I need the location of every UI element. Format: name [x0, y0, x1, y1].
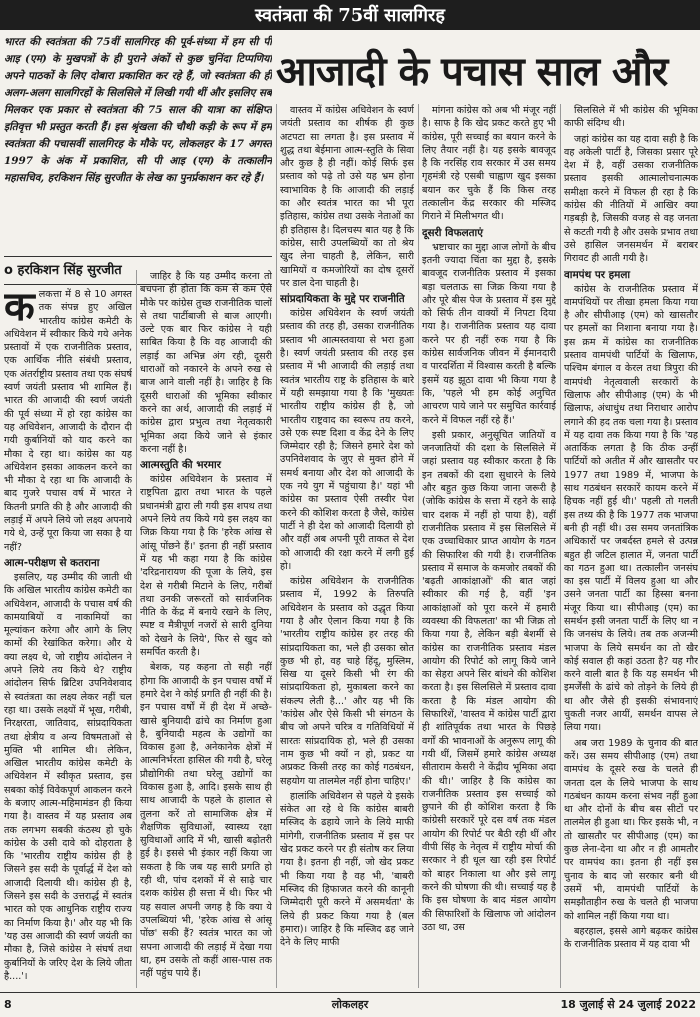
paragraph: इसी प्रकार, अनुसूचित जातियों व जनजातियों की दशा के सिलसिले में जहां प्रस्ताव यह स्वीकार करता है कि इन तबकों की दशा सुधारने के लिये और बहुत कुछ किया जाना जरूरी है (जोकि कांग्रेस के सत्ता में रहने के साढ़े चार दशक में नहीं हो पाया है), वहीं राजनीतिक प्रस्ताव में इस सिलसिले में एक उच्चाधिकार प्राप्त आयोग के गठन की सिफारिश की गयी है। राजनीतिक प्रस्ताव में समाज के कमजोर तबकों की 'बढ़ती आकांक्षाओं' की बात जहां स्वीकार की गई है, वहीं 'इन आकांक्षाओं को पूरा करने में हमारी व्यवस्था की विफलता' का भी जिक्र तो किया गया है, लेकिन बड़ी बेशर्मी से कांग्रेस का राजनीतिक प्रस्ताव मंडल आयोग की रिपोर्ट को लागू किये जाने का सेहरा अपने सिर बांधने की कोशिश करता है। इस सिलसिले में प्रस्ताव दावा करता है कि मंडल आयोग की सिफारिशें, 'वास्तव में कांग्रेस पार्टी द्वारा ही शांतिपूर्वक तथा भारत के पिछड़े वर्गों की भावनाओं के अनुरूप लागू की गयी थीं, जिसमें हमारे कांग्रेस अध्यक्ष सीताराम केसरी ने केंद्रीय भूमिका अदा की थी।' जाहिर है कि कांग्रेस का राजनीतिक प्रस्ताव इस सच्चाई को छुपाने की ही कोशिश करता है कि कांग्रेसी सरकारें पूरे दस वर्ष तक मंडल आयोग की रिपोर्ट पर बैठी रही थीं और वीपी सिंह के नेतृत्व में राष्ट्रीय मोर्चा की सरकार ने ही धूल खा रही इस रिपोर्ट को बाहर निकाला था और इसे लागू करने की घोषणा की थी। सच्चाई यह है कि इस घोषणा के बाद मंडल आयोग की सिफारिशों के खिलाफ जो आंदोलन उठा था, उस	[422, 429, 556, 933]
paragraph: हालांकि अधिवेशन से पहले ये इसके संकेत आ रहे थे कि कांग्रेस बाबरी मस्जिद के ढहाये जाने के लिये माफी मांगेगी, राजनीतिक प्रस्ताव में इस पर खेद प्रकट करने पर ही संतोष कर लिया गया है। इतना ही नहीं, जो खेद प्रकट भी किया गया है वह भी, 'बाबरी मस्जिद की हिफाजत करने की कानूनी जिम्मेदारी पूरी करने में असमर्थता' के लिये ही प्रकट किया गया है (बल हमारा)। जाहिर है कि मस्जिद ढह जाने देने के लिए माफी	[280, 790, 414, 949]
paragraph: वास्तव में कांग्रेस अधिवेशन के स्वर्ण जयंती प्रस्ताव का शीर्षक ही कुछ अटपटा सा लगता है। इस प्रस्ताव में शुद्ध तथा बेईमाना आत्म-स्तुति के सिवा और कुछ है ही नहीं। कोई सिर्फ इस प्रस्ताव को पढ़े तो उसे यह भ्रम होना स्वाभाविक है कि आजादी की लड़ाई का और स्वतंत्र भारत का भी पूरा इतिहास, कांग्रेस तथा उसके नेताओं का ही इतिहास है। दिलचस्प बात यह है कि कांग्रेस, सारी उपलब्धियों का तो श्रेय खुद लेना चाहती है, लेकिन, सारी खामियों व कमजोरियों का दोष दूसरों पर डाल देना चाहती है।	[280, 105, 414, 289]
paragraph: कांग्रेस के राजनीतिक प्रस्ताव में वामपंथियों पर तीखा हमला किया गया है और सीपीआइ (एम) को खासतौर पर हमलों का निशाना बनाया गया है। इस क्रम में कांग्रेस का राजनीतिक प्रस्ताव वामपंथी पार्टियों के खिलाफ, पश्चिम बंगाल व केरल तथा त्रिपुरा की वामपंथी नेतृत्ववाली सरकारों के खिलाफ और सीपीआइ (एम) के भी खिलाफ, अंधाधुंध तथा निराधार आरोप लगाने की हद तक चला गया है। प्रस्ताव में यह दावा तक किया गया है कि 'यह अतार्किक लगता है कि ठीक उन्हीं पार्टियों को अतीत में और खासतौर पर 1977 तथा 1989 में, भाजपा के साथ गठबंधन सरकारें कायम करने में हिचक नहीं हुई थी।' पहली तो गलती इस तथ्य की है कि 1977 तक भाजपा बनी ही नहीं थी। उस समय जनतांत्रिक अधिकारों पर जबर्दस्त हमले से उत्पन्न बहुत ही जटिल हालात में, जनता पार्टी का गठन हुआ था। तत्कालीन जनसंघ का इस पार्टी में विलय हुआ था और उसने जनता पार्टी का हिस्सा बनना मंजूर किया था। सीपीआइ (एम) का समर्थन इसी जनता पार्टी के लिए था न कि जनसंघ के लिये। तब तक अजन्मी भाजपा के लिये समर्थन का तो खैर कोई सवाल ही कहां उठता है? यह गौर करने वाली बात है कि यह समर्थन भी इमर्जेंसी के ढांचे को तोड़ने के लिये ही था और जैसे ही इसकी संभावनाएं चुकती नजर आयीं, समर्थन वापस ले लिया गया।	[564, 283, 698, 734]
footer-divider	[0, 992, 700, 993]
paragraph: कांग्रेस अधिवेशन के स्वर्ण जयंती प्रस्ताव की तरह ही, उसका राजनीतिक प्रस्ताव भी आत्मस्तवाया से भरा हुआ है। स्वर्ण जयंती प्रस्ताव की तरह इस प्रस्ताव में भी आजादी की लड़ाई तथा स्वतंत्र भारतीय राष्ट्र के इतिहास के बारे में यही समझाया गया है कि 'मुख्यतः भारतीय राष्ट्रीय कांग्रेस ही है, जो भारतीय राष्ट्रवाद का स्वरूप तय करने, उसे एक स्पष्ट दिशा व केंद्र देने के लिए जिम्मेदार रही है; जिसने हमारे देश को उपनिवेशवाद के जुए से मुक्त होने में समर्थ बनाया और देश को आजादी के एक नये युग में पहुंचाया है।' यहां भी कांग्रेस का प्रस्ताव ऐसी तस्वीर पेश करने की कोशिश करता है जैसे, कांग्रेस पार्टी ने ही देश को आजादी दिलायी हो और वहीं अब अपनी पूरी ताकत से देश को आजादी की रक्षा करने में लगी हुई हो।	[280, 308, 414, 572]
subheading: वामपंथ पर हमला	[564, 268, 631, 281]
headline: आजादी के पचास साल और	[276, 49, 668, 95]
issue-date: 18 जुलाई से 24 जुलाई 2022	[560, 998, 696, 1011]
publication-name: लोकलहर	[331, 998, 369, 1011]
drop-cap: क	[4, 288, 35, 330]
divider	[4, 256, 272, 257]
article-column-1	[4, 288, 132, 988]
column-divider	[136, 270, 137, 988]
article-column-3	[280, 104, 414, 988]
paragraph: अब जरा 1989 के चुनाव की बात करें। उस समय सीपीआइ (एम) तथा वामपंथ के दूसरे रुख के चलते ही जनता दल के लिये भाजपा के साथ गठबंधन कायम करना संभव नहीं हुआ था और दोनों के बीच बस सीटों पर तालमेल ही हुआ था। फिर इसके भी, न तो खासतौर पर सीपीआइ (एम) का कुछ लेना-देना था और न ही आमतौर पर वामपंथ का। इतना ही नहीं इस चुनाव के बाद जो सरकार बनी थी उसमें भी, वामपंथी पार्टियों के समझौताहीन रुख के चलते ही भाजपा को शामिल नहीं किया गया था।	[564, 737, 698, 922]
paragraph: जाहिर है कि यह उम्मीद करना तो बचपना ही होता कि कम से कम ऐसे मौके पर कांग्रेस तुच्छ राजनीतिक चालों से तथा पार्टीबाजी से बाज आएगी। उल्टे एक बार फिर कांग्रेस ने यही साबित किया है कि वह आजादी की लड़ाई का अभिन्न अंग रही, दूसरी धाराओं को नकारने के अपने रुख से बाज आने वाली नहीं है। जाहिर है कि दूसरी धाराओं की भूमिका स्वीकार करने का अर्थ, आजादी की लड़ाई में कांग्रेस द्वारा प्रभुत्व तथा नेतृत्वकारी भूमिका अदा किये जाने से इंकार करना नहीं है।	[140, 271, 272, 455]
page-number: 8	[4, 998, 12, 1011]
column-divider	[418, 104, 419, 988]
paragraph: बहरहाल, इससे आगे बढ़कर कांग्रेस के राजनीतिक प्रस्ताव में यह दावा भी	[564, 925, 698, 951]
paragraph: मांगना कांग्रेस को अब भी मंजूर नहीं है। साफ है कि खेद प्रकट करते हुए भी कांग्रेस, पूरी सच्चाई का बयान करने के लिए तैयार नहीं है। यह इसके बावजूद है कि नरसिंह राव सरकार में उस समय गृहमंत्री रहे एसबी चाह्वाण खुद इसका बयान कर चुके हैं कि किस तरह तत्कालीन केंद्र सरकार की मस्जिद गिराने में मिलीभगत थी।	[422, 105, 556, 223]
subheading: आत्म-परीक्षण से कतराना	[4, 556, 100, 569]
paragraph: कांग्रेस अधिवेशन के प्रस्ताव में राष्ट्रपिता द्वारा तथा भारत के पहले प्रधानमंत्री द्वारा ली गयी इस शपथ तथा अपने लिये तय किये गये इस लक्ष्य का जिक्र किया गया है कि 'हरेक आंख से आंसू पोंछने हैं।' इतना ही नहीं प्रस्ताव में यह भी कहा गया है कि कांग्रेस 'दरिद्रनारायण की पूजा के लिये, इस देश से गरीबी मिटाने के लिए, गरीबों तथा उनकी जरूरतों को सार्वजनिक नीति के केंद्र में बनाये रखने के लिए, स्पष्ट व मैत्रीपूर्ण नजरों से सारी दुनिया को देखने के लिये', फिर से खुद को समर्पित करती है।	[140, 474, 272, 659]
paragraph: सिलसिले में भी कांग्रेस की भूमिका काफी संदिग्ध थी।	[564, 105, 698, 130]
section-banner: स्वतंत्रता की 75वीं सालगिरह	[0, 0, 700, 30]
byline: ο हरकिशन सिंह सुरजीत	[4, 263, 122, 278]
paragraph: इसलिए, यह उम्मीद की जाती थी कि अखिल भारतीय कांग्रेस कमेटी का अधिवेशन, आजादी के पचास वर्ष की कामयाबियों व नाकामियों का मूल्यांकन करेगा और आगे के लिए कामों की रेखांकित करेगा। और ये क्या लक्ष्य थे, जो राष्ट्रीय आंदोलन ने अपने लिये तय किये थे? राष्ट्रीय आंदोलन सिर्फ ब्रिटिश उपनिवेशवाद से स्वतंत्रता का लक्ष्य लेकर नहीं चल रहा था। उसके लक्ष्यों में भूख, गरीबी, निरक्षरता, जातिवाद, सांप्रदायिकता तथा क्षेत्रीय व अन्य विषमताओं से मुक्ति भी शामिल थी। लेकिन, अखिल भारतीय कांग्रेस कमेटी के अधिवेशन में स्वीकृत प्रस्ताव, इस सबका कोई विवेकपूर्ण आकलन करने के बजाए आत्म-महिमामंडन ही किया गया है। वास्तव में यह प्रस्ताव अब तक लगभग सबकी कंठस्थ हो चुके कांग्रेस के उसी दावे को दोहराता है कि 'भारतीय राष्ट्रीय कांग्रेस ही है जिसने इस सदी के पूर्वार्द्ध में देश को आजादी दिलायी थी। कांग्रेस ही है, जिसने इस सदी के उत्तरार्द्ध में स्वतंत्र भारत को एक आधुनिक राष्ट्रीय राज्य का निर्माण किया है।' और यह भी कि 'यह उस आजादी की स्वर्ण जयंती का मौका है, जिसे कांग्रेस ने संघर्ष तथा कुर्बानियों के जरिए देश के लिये जीता है....'।	[4, 571, 132, 982]
paragraph: कांग्रेस अधिवेशन के राजनीतिक प्रस्ताव में, 1992 के तिरुपति अधिवेशन के प्रस्ताव को उद्धृत किया गया है और ऐलान किया गया है कि 'भारतीय राष्ट्रीय कांग्रेस हर तरह की सांप्रदायिकता का, भले ही उसका स्रोत कुछ भी हो, वह चाहे हिंदू, मुस्लिम, सिख या दूसरे किसी भी रंग की सांप्रदायिकता हो, मुकाबला करने का संकल्प लेती है...' और यह भी कि 'कांग्रेस और ऐसे किसी भी संगठन के बीच जो अपने चरित्र व गतिविधियों में सारतः सांप्रदायिक हो, भले ही उसका नाम कुछ भी क्यों न हो, प्रकट या अप्रकट किसी तरह का कोई गठबंधन, सहयोग या तालमेल नहीं होना चाहिए।'	[280, 576, 414, 787]
subheading: दूसरी विफलताएं	[422, 226, 483, 239]
paragraph: लकत्ता में 8 से 10 अगस्त तक संपन्न हुए अखिल भारतीय कांग्रेस कमेटी के अधिवेशन में स्वीकार किये गये अनेक प्रस्तावों में एक राजनीतिक प्रस्ताव, एक आर्थिक नीति संबंधी प्रस्ताव, एक अंतर्राष्ट्रीय प्रस्ताव तथा एक संघर्ष स्वर्ण जयंती प्रस्ताव भी शामिल हैं। भारत की आजादी की स्वर्ण जयंती की पूर्व संध्या में हो रहा कांग्रेस का यह अधिवेशन, आजादी के दौरान दी गयी कुर्बानियों को याद करने का मौका दे रहा था। कांग्रेस का यह अधिवेशन इसका आकलन करने का भी मौका दे रहा था कि आजादी के बाद गुजरे पचास वर्ष में भारत ने कितनी प्रगति की है और आजादी की लड़ाई में अपने लिये जो लक्ष्य अपनाये गये थे, उन्हें पूरा किया जा सका है या नहीं?	[4, 289, 132, 553]
article-column-2	[140, 270, 272, 988]
article-column-4	[422, 104, 556, 988]
article-column-5	[564, 104, 698, 988]
subheading: सांप्रदायिकता के मुद्दे पर राजनीति	[280, 293, 405, 306]
subheading: आत्मस्तुति की भरमार	[140, 459, 221, 472]
paragraph: भ्रष्टाचार का मुद्दा आज लोगों के बीच इतनी ज्यादा चिंता का मुद्दा है, इसके बावजूद राजनीतिक प्रस्ताव में इसका बड़ा चलताऊ सा जिक्र किया गया है और पूरे बीस पेज के प्रस्ताव में इस मुद्दे को सिर्फ तीन वाक्यों में निपटा दिया गया है। राजनीतिक प्रस्ताव यह दावा करने पर ही नहीं रुक गया है कि कांग्रेस सार्वजनिक जीवन में ईमानदारी व पारदर्शिता में विश्वास करती है बल्कि इसमें यह झूठा दावा भी किया गया है कि, 'पहले भी हम कोई अनुचित आचरण पाये जाने पर समुचित कार्रवाई करने में विफल नहीं रहे हैं।'	[422, 241, 556, 426]
paragraph: बेशक, यह कहना तो सही नहीं होगा कि आजादी के इन पचास वर्षों में हमारे देश ने कोई प्रगति ही नहीं की है। इन पचास वर्षों में ही देश में अच्छे-खासे बुनियादी ढांचे का निर्माण हुआ है, बुनियादी महत्व के उद्योगों का विकास हुआ है, अनेकानेक क्षेत्रों में आत्मनिर्भरता हासिल की गयी है, घरेलू प्रौद्योगिकी तथा घरेलू उद्योगों का विकास हुआ है, आदि। इसके साथ ही साथ आजादी के पहले के हालात से तुलना करें तो सामाजिक क्षेत्र में शैक्षणिक सुविधाओं, स्वास्थ्य रक्षा सुविधाओं आदि में भी, खासी बढ़ोतरी हुई है। इससे भी इंकार नहीं किया जा सकता है कि जब यह सारी प्रगति हो रही थी, पांच दशकों में से साढ़े चार दशक कांग्रेस ही सत्ता में थी। फिर भी यह सवाल अपनी जगह है कि क्या ये उपलब्धियां भी, 'हरेक आंख से आंसू पोंछ' सकी हैं? स्वतंत्र भारत का जो सपना आजादी की लड़ाई में देखा गया था, हम उसके तो कहीं आस-पास तक नहीं पहुंच पाये हैं।	[140, 662, 272, 980]
column-divider	[560, 104, 561, 988]
paragraph: जहां कांग्रेस का यह दावा सही है कि वह अकेली पार्टी है, जिसका प्रसार पूरे देश में है, वहीं उसका राजनीतिक प्रस्ताव इसकी आत्मालोचनात्मक समीक्षा करने में विफल ही रहा है कि कांग्रेस की नीतियों में आखिर क्या गड़बड़ी है, जिसकी वजह से वह जनता से कटती गयी है और उसके प्रभाव तथा उसे हासिल जनसमर्थन में बराबर गिरावट ही आती गयी है।	[564, 133, 698, 265]
column-divider	[276, 104, 277, 988]
intro-text: भारत की स्वतंत्रता की 75वीं सालगिरह की पूर्व-संध्या में हम सी पी आइ (एम) के मुखपत्रों के ही पुराने अंकों से कुछ चुनिंदा टिप्पणियां अपने पाठकों के लिए दोबारा प्रकाशित कर रहे हैं, जो स्वतंत्रता की ही अलग-अलग सालगिरहों के सिलसिले में लिखी गयी थीं और इसलिए सब मिलकर एक प्रकार से स्वतंत्रता की 75 साल की यात्रा का संक्षिप्त इतिवृत्त भी प्रस्तुत करती हैं। इस श्रृंखला की चौथी कड़ी के रूप में हम स्वतंत्रता की पचासवीं सालगिरह के मौके पर, लोकलहर के 17 अगस्त 1997 के अंक में प्रकाशित, सी पी आइ (एम) के तत्कालीन महासचिव, हरकिशन सिंह सुरजीत के लेख का पुनर्प्रकाशन कर रहे हैं।	[4, 36, 272, 184]
